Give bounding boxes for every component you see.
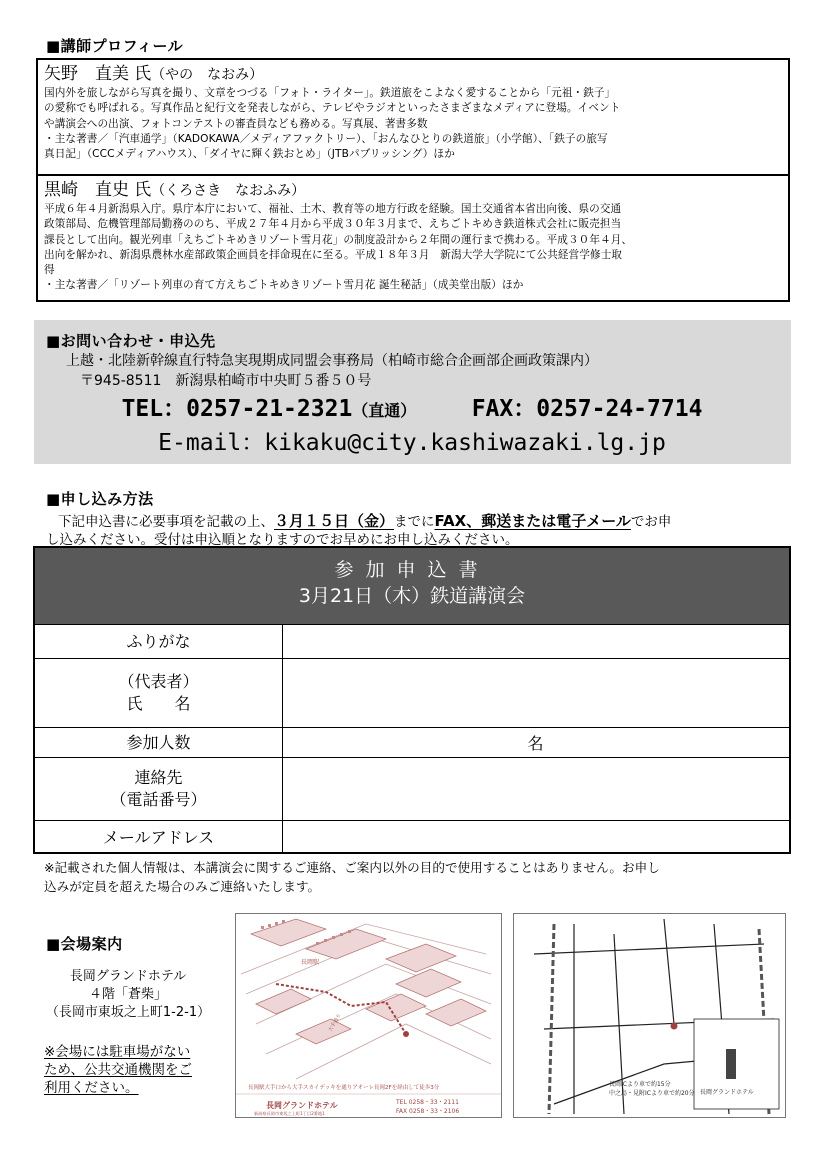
note-line: 利用ください。 [44,1080,139,1096]
method-text-line2: し込みください。受付は申込順となりますのでお早めにお申し込みください。 [46,532,519,548]
venue-floor: ４階「蒼柴」 [88,987,167,1002]
map-caption: 長岡駅大手口から大手スカイデッキを通りアオーレ長岡2Fを経由して徒歩3分 [248,1085,440,1091]
bio-line: 国内外を旅しながら写真を撮り、文章をつづる「フォト・ライター」。鉄道旅をこよなく愛することから「元祖・鉄子」 [44,87,616,99]
privacy-note [44,858,804,896]
bio-line: 課長として出向。観光列車「えちごトキめきリゾート雪月花」の制度設計から２年間の運行まで携わる。平成３０年４月、 [44,233,633,246]
bio-line: 出向を解かれ、新潟県農林水産部政策企画員を拝命現在に至る。平成１８年３月 新潟大学大学院にて公共経営学修士取 [44,248,623,261]
bio-line: 政策部局、危機管理部局勤務ののち、平成２７年４月から平成３０年３月まで、えちごトキめき鉄道株式会社に販売担当 [44,218,622,231]
application-form [33,546,791,854]
profile-name: 黒崎 直史 [44,180,129,200]
venue-info [38,968,218,1022]
attendees-field[interactable]: 名 [527,734,544,753]
tel-label: TEL： [121,396,187,422]
deadline-date: ３月１５日（金） [274,512,395,530]
bio-line: 平成６年４月新潟県入庁。県庁本庁において、福祉、土木、教育等の地方行政を経験。国土交通省本省出向後、県の交通 [44,203,622,215]
note-line: ため、公共交通機関をご [44,1062,192,1078]
contact-address: 〒945-8511 新潟県柏崎市中央町５番５０号 [80,373,372,389]
contact-section-title: ■お問い合わせ・申込先 [46,332,216,350]
station-map-graphic [236,914,501,1117]
contact-phone-line [0,390,824,423]
form-title: 参加申込書 [334,559,490,581]
map-hotel-logo: 長岡グランドホテル [266,1101,338,1110]
map-fax: FAX 0258・33・2106 [396,1108,460,1115]
note-line: ※会場には駐車場がない [44,1044,191,1060]
map-road-label: 大手通り [327,1012,343,1033]
label-text: メールアドレス [102,827,215,847]
venue-section-title: ■会場案内 [46,935,123,953]
tel-note: （直通） [352,401,417,420]
label-text: ふりがな [126,631,191,651]
form-label [35,728,283,757]
fax-label: FAX： [471,396,537,422]
form-header [35,548,789,624]
map2-access1: 長岡ICより車で約15分 [609,1081,671,1088]
profile-bio [44,202,782,294]
profile-yano [38,60,788,176]
form-row-email [35,820,789,854]
note-line: ※記載された個人情報は、本講演会に関するご連絡、ご案内以外の目的で使用することはありません。お申し [44,860,660,875]
form-row-attendees [35,727,789,757]
form-label [35,625,283,658]
map2-hotel-label: 長岡グランドホテル [700,1089,754,1096]
profile-reading: （くろさき なおふみ） [151,183,306,199]
label-text: 氏 名 [126,694,191,713]
parking-note [44,1043,192,1097]
bio-line: ・主な著書／「リゾート列車の育て方えちごトキめきリゾート雪月花 誕生秘話」（成美堂出版）ほか [44,279,524,292]
profile-honorific: 氏 [134,64,152,84]
profile-box [36,58,790,302]
contact-email-line [0,424,824,457]
bio-line: 得 [44,264,55,277]
wide-area-map [513,913,786,1118]
form-label [35,659,283,727]
label-text: （代表者） [118,672,199,691]
furigana-field[interactable] [282,625,789,658]
bio-line: ・主な著書／「汽車通学」（KADOKAWA／メディアファクトリー）、「おんなひとりの鉄道旅」（小学館）、「鉄子の旅写 [44,132,608,145]
label-text: 参加人数 [126,732,191,752]
name-field[interactable] [282,659,789,727]
email-label: E-mail： [158,430,265,456]
label-text: （電話番号） [110,790,207,809]
tel-number[interactable]: 0257-21-2321 [186,396,353,422]
method-text: までに [394,514,435,530]
method-text: でお申 [630,514,672,530]
bio-line: 真日記」（CCCメディアハウス）、「ダイヤに輝く鉄おとめ」（JTBパブリッシング）ほか [44,148,455,161]
contact-organization: 上越・北陸新幹線直行特急実現期成同盟会事務局（柏崎市総合企画部企画政策課内） [66,353,598,369]
form-subtitle: 3月21日（木）鉄道講演会 [298,585,526,607]
venue-address: （長岡市東坂之上町1-2-1） [45,1005,211,1020]
submission-means: FAX、郵送または電子メール [434,512,631,530]
bio-line: や講演会への出演、フォトコンテストの審査員なども務める。写真展、著書多数 [44,117,428,130]
note-line: 込みが定員を超えた場合のみご連絡いたします。 [44,879,321,894]
map-hotel-address: 新潟県長岡市東坂之上町1丁目2番地1 [254,1111,325,1116]
form-row-furigana [35,624,789,658]
station-area-map [235,913,502,1118]
profile-reading: （やの なおみ） [151,67,264,83]
phone-field[interactable] [282,758,789,820]
email-address[interactable]: kikaku@city.kashiwazaki.lg.jp [264,430,666,456]
form-label [35,758,283,820]
label-text: 連絡先 [134,768,183,787]
form-row-name [35,658,789,727]
email-field[interactable] [282,821,789,854]
method-section-title: ■申し込み方法 [46,490,154,508]
method-text: 下記申込書に必要事項を記載の上、 [58,514,274,530]
profile-name: 矢野 直美 [44,64,129,84]
profile-kurosaki [38,176,788,300]
map-station-label: 長岡駅 [301,959,320,966]
profile-honorific: 氏 [134,180,152,200]
profile-section-title: ■講師プロフィール [46,37,184,55]
venue-name: 長岡グランドホテル [69,969,187,984]
form-label [35,821,283,854]
form-row-phone [35,757,789,820]
bio-line: の愛称でも呼ばれる。写真作品と紀行文を発表しながら、テレビやラジオといったさまざまなメディアに登場。イベント [44,102,621,115]
fax-number: 0257-24-7714 [536,396,703,422]
map-tel: TEL 0258・33・2111 [396,1099,459,1106]
wide-map-graphic [514,914,785,1117]
map2-access2: 中之島・見附ICより車で約20分 [609,1090,695,1097]
profile-bio [44,86,782,162]
